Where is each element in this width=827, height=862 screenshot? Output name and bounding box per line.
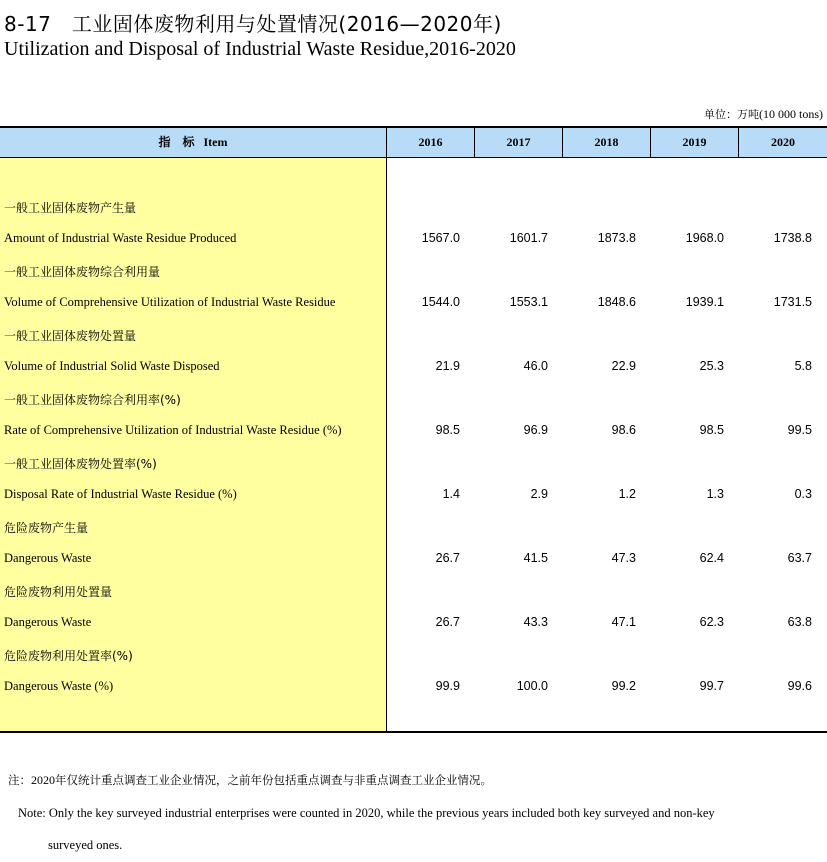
table-cell: 47.1 bbox=[611, 615, 636, 629]
row-label-en: Dangerous Waste bbox=[4, 551, 92, 565]
row-label-cn: 一般工业固体废物综合利用量 bbox=[4, 265, 161, 279]
table-cell: 98.6 bbox=[611, 423, 636, 437]
table-cell: 43.3 bbox=[523, 615, 548, 629]
row-label-en: Amount of Industrial Waste Residue Produced bbox=[4, 231, 237, 245]
table-cell: 46.0 bbox=[523, 359, 548, 373]
header-year-2016: 2016 bbox=[418, 135, 443, 149]
header-year-2018: 2018 bbox=[594, 135, 619, 149]
header-divider bbox=[474, 128, 475, 157]
table-bottom-rule bbox=[0, 731, 827, 733]
table-cell: 62.4 bbox=[699, 551, 724, 565]
table-cell: 0.3 bbox=[794, 487, 812, 501]
table-cell: 98.5 bbox=[435, 423, 460, 437]
table-cell: 5.8 bbox=[794, 359, 812, 373]
note-cn-text: 年仅统计重点调查工业企业情况，之前年份包括重点调查与非重点调查工业企业情况。 bbox=[55, 773, 492, 787]
page-title-en: Utilization and Disposal of Industrial Waste Residue,2016-2020 bbox=[4, 38, 516, 60]
row-label-cn: 危险废物利用处置量 bbox=[4, 585, 113, 599]
table-cell: 1.3 bbox=[706, 487, 724, 501]
row-label-en: Volume of Industrial Solid Waste Disposed bbox=[4, 359, 220, 373]
row-label-cn: 一般工业固体废物产生量 bbox=[4, 201, 137, 215]
table-cell: 26.7 bbox=[435, 615, 460, 629]
header-divider bbox=[650, 128, 651, 157]
row-label-en: Dangerous Waste bbox=[4, 615, 92, 629]
header-bottom-rule bbox=[0, 157, 827, 158]
header-divider bbox=[562, 128, 563, 157]
table-cell: 25.3 bbox=[699, 359, 724, 373]
table-cell: 99.2 bbox=[611, 679, 636, 693]
table-cell: 21.9 bbox=[435, 359, 460, 373]
header-indicator-cn: 指 标 bbox=[158, 135, 195, 149]
note-cn bbox=[8, 772, 492, 788]
data-table bbox=[0, 126, 827, 733]
header-divider bbox=[738, 128, 739, 157]
table-cell: 1939.1 bbox=[685, 295, 724, 309]
table-cell: 1.4 bbox=[442, 487, 460, 501]
table-cell: 1601.7 bbox=[509, 231, 548, 245]
label-column-divider bbox=[386, 128, 387, 731]
table-cell: 1553.1 bbox=[509, 295, 548, 309]
table-cell: 1567.0 bbox=[421, 231, 460, 245]
table-cell: 99.7 bbox=[699, 679, 724, 693]
table-cell: 2.9 bbox=[530, 487, 548, 501]
table-cell: 1873.8 bbox=[597, 231, 636, 245]
row-label-cn: 一般工业固体废物处置率(%) bbox=[4, 457, 157, 471]
table-cell: 26.7 bbox=[435, 551, 460, 565]
unit-label-en: (10 000 tons) bbox=[759, 107, 823, 121]
row-label-en: Rate of Comprehensive Utilization of Industrial Waste Residue (%) bbox=[4, 423, 342, 437]
table-cell: 1968.0 bbox=[685, 231, 724, 245]
row-label-en: Dangerous Waste (%) bbox=[4, 679, 114, 693]
table-cell: 1731.5 bbox=[773, 295, 812, 309]
header-indicator-en: Item bbox=[203, 135, 228, 149]
table-cell: 100.0 bbox=[516, 679, 548, 693]
unit-label bbox=[704, 106, 823, 122]
table-cell: 1.2 bbox=[618, 487, 636, 501]
table-cell: 99.5 bbox=[787, 423, 812, 437]
row-label-cn: 危险废物利用处置率(%) bbox=[4, 649, 133, 663]
page-title-cn: 8-17 工业固体废物利用与处置情况(2016—2020年) bbox=[4, 12, 502, 36]
header-year-2020: 2020 bbox=[771, 135, 795, 149]
row-label-en: Disposal Rate of Industrial Waste Residue (%) bbox=[4, 487, 237, 501]
note-cn-prefix: 注： bbox=[8, 773, 31, 787]
table-cell: 98.5 bbox=[699, 423, 724, 437]
table-cell: 96.9 bbox=[523, 423, 548, 437]
table-cell: 22.9 bbox=[611, 359, 636, 373]
table-cell: 99.9 bbox=[435, 679, 460, 693]
note-en-line-2: surveyed ones. bbox=[48, 838, 123, 852]
header-year-2019: 2019 bbox=[682, 135, 707, 149]
table-cell: 63.7 bbox=[787, 551, 812, 565]
header-indicator bbox=[0, 128, 386, 157]
row-label-en: Volume of Comprehensive Utilization of Industrial Waste Residue bbox=[4, 295, 336, 309]
table-cell: 41.5 bbox=[523, 551, 548, 565]
note-cn-year: 2020 bbox=[31, 773, 55, 787]
table-cell: 1544.0 bbox=[421, 295, 460, 309]
table-cell: 99.6 bbox=[787, 679, 812, 693]
unit-label-cn: 单位：万吨 bbox=[704, 108, 759, 121]
table-cell: 63.8 bbox=[787, 615, 812, 629]
table-cell: 1848.6 bbox=[597, 295, 636, 309]
row-label-cn: 危险废物产生量 bbox=[4, 521, 89, 535]
table-cell: 1738.8 bbox=[773, 231, 812, 245]
table-cell: 47.3 bbox=[611, 551, 636, 565]
note-en-line-1: Note: Only the key surveyed industrial enterprises were counted in 2020, while the previous years included both key surveyed and non-key bbox=[18, 806, 715, 820]
row-label-cn: 一般工业固体废物处置量 bbox=[4, 329, 137, 343]
table-cell: 62.3 bbox=[699, 615, 724, 629]
row-label-cn: 一般工业固体废物综合利用率(%) bbox=[4, 393, 181, 407]
header-year-2017: 2017 bbox=[506, 135, 531, 149]
